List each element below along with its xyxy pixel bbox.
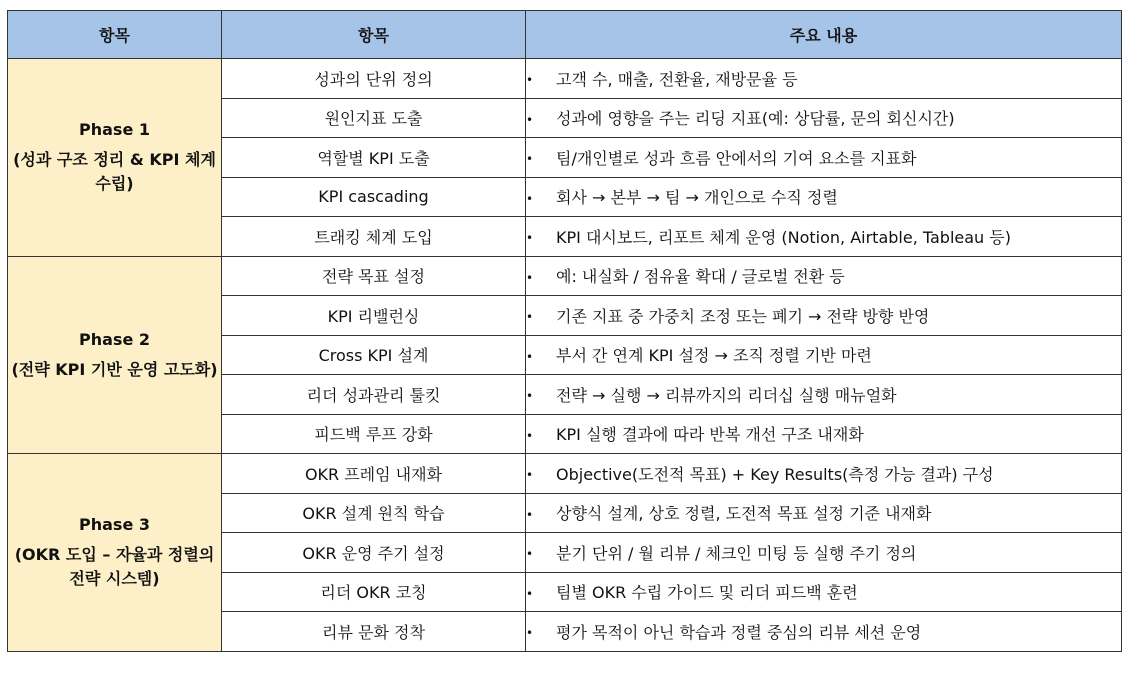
phase-name: Phase 3 [79,515,150,535]
item-cell: 전략 목표 설정 [222,256,526,296]
detail-text: 상향식 설계, 상호 정렬, 도전적 목표 설정 기준 내재화 [556,504,932,524]
detail-cell [526,98,1122,138]
table-row [8,454,1122,494]
detail-text: Objective(도전적 목표) + Key Results(측정 가능 결과) 구성 [556,464,994,484]
header-detail: 주요 내용 [526,11,1122,59]
item-cell: 리뷰 문화 정착 [222,612,526,652]
item-cell: OKR 운영 주기 설정 [222,533,526,573]
header-item: 항목 [222,11,526,59]
detail-cell [526,177,1122,217]
detail-cell [526,533,1122,573]
item-cell: OKR 프레임 내재화 [222,454,526,494]
phase-name: Phase 2 [79,329,150,349]
detail-cell [526,296,1122,336]
item-cell: KPI 리밸런싱 [222,296,526,336]
detail-text: 예: 내실화 / 점유율 확대 / 글로벌 전환 등 [556,267,845,287]
detail-text: 기존 지표 중 가중치 조정 또는 폐기 → 전략 방향 반영 [556,306,930,326]
detail-text: 분기 단위 / 월 리뷰 / 체크인 미팅 등 실행 주기 정의 [556,543,917,563]
detail-text: 고객 수, 매출, 전환율, 재방문율 등 [556,69,798,89]
table-row [8,256,1122,296]
header-row [8,11,1122,59]
phase-description: (성과 구조 정리 & KPI 체계 수립) [13,150,216,194]
bullet-icon: • [526,73,534,88]
detail-cell [526,217,1122,257]
detail-cell [526,138,1122,178]
item-cell: OKR 설계 원칙 학습 [222,493,526,533]
detail-cell [526,572,1122,612]
detail-cell [526,454,1122,494]
item-cell: KPI cascading [222,177,526,217]
bullet-icon: • [526,586,534,601]
bullet-icon: • [526,231,534,246]
item-cell: 트래킹 체계 도입 [222,217,526,257]
bullet-icon: • [526,428,534,443]
detail-text: 평가 목적이 아닌 학습과 정렬 중심의 리뷰 세션 운영 [556,622,922,642]
detail-cell [526,59,1122,99]
bullet-icon: • [526,507,534,522]
phase-name: Phase 1 [79,120,150,140]
table-body [8,59,1122,652]
detail-cell [526,612,1122,652]
phase-description: (전략 KPI 기반 운영 고도화) [11,359,218,379]
bullet-icon: • [526,191,534,206]
detail-cell [526,493,1122,533]
detail-text: 성과에 영향을 주는 리딩 지표(예: 상담률, 문의 회신시간) [556,109,955,129]
phase-cell [8,59,222,257]
item-cell: Cross KPI 설계 [222,335,526,375]
item-cell: 성과의 단위 정의 [222,59,526,99]
bullet-icon: • [526,389,534,404]
detail-cell [526,335,1122,375]
detail-text: 전략 → 실행 → 리뷰까지의 리더십 실행 매뉴얼화 [556,385,897,405]
bullet-icon: • [526,270,534,285]
bullet-icon: • [526,468,534,483]
item-cell: 리더 성과관리 툴킷 [222,375,526,415]
phase-cell [8,256,222,454]
bullet-icon: • [526,310,534,325]
bullet-icon: • [526,626,534,641]
bullet-icon: • [526,112,534,127]
bullet-icon: • [526,547,534,562]
detail-text: KPI 실행 결과에 따라 반복 개선 구조 내재화 [556,425,864,445]
item-cell: 리더 OKR 코칭 [222,572,526,612]
kpi-roadmap-table [7,10,1122,652]
detail-text: 부서 간 연계 KPI 설정 → 조직 정렬 기반 마련 [556,346,872,366]
bullet-icon: • [526,349,534,364]
detail-cell [526,256,1122,296]
detail-text: 회사 → 본부 → 팀 → 개인으로 수직 정렬 [556,188,838,208]
detail-cell [526,375,1122,415]
item-cell: 역할별 KPI 도출 [222,138,526,178]
table-row [8,59,1122,99]
bullet-icon: • [526,152,534,167]
detail-cell [526,414,1122,454]
detail-text: 팀/개인별로 성과 흐름 안에서의 기여 요소를 지표화 [556,148,917,168]
detail-text: 팀별 OKR 수립 가이드 및 리더 피드백 훈련 [556,583,858,603]
item-cell: 피드백 루프 강화 [222,414,526,454]
item-cell: 원인지표 도출 [222,98,526,138]
phase-description: (OKR 도입 – 자율과 정렬의 전략 시스템) [14,545,215,589]
phase-cell [8,454,222,652]
header-phase: 항목 [8,11,222,59]
detail-text: KPI 대시보드, 리포트 체계 운영 (Notion, Airtable, Tableau 등) [556,227,1011,247]
